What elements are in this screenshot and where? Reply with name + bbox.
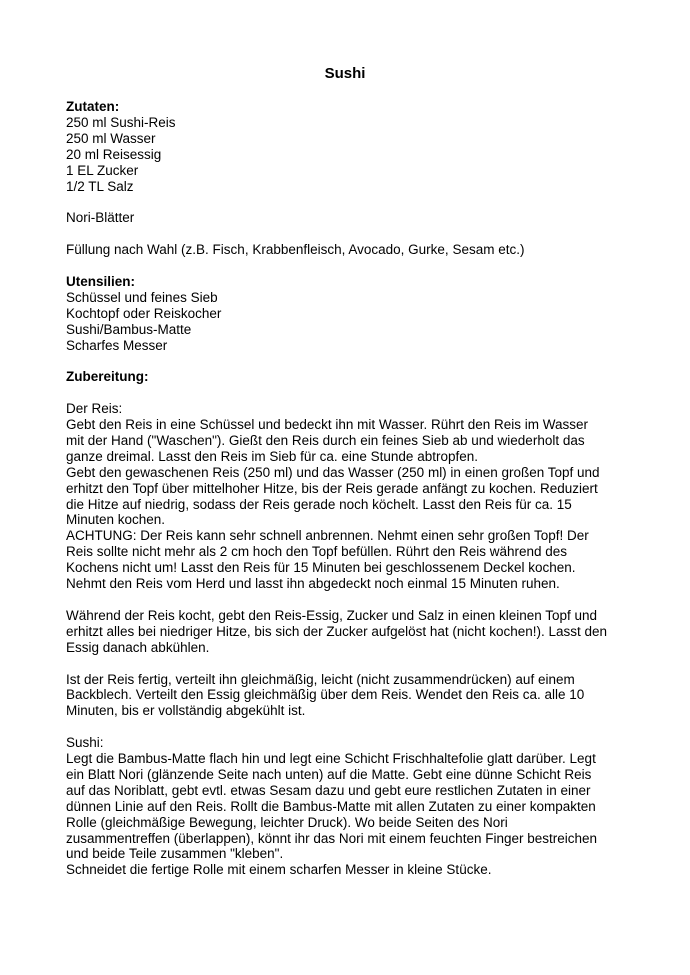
rice-heading: Der Reis:	[66, 401, 123, 417]
spacer	[66, 656, 636, 672]
paragraph-line: Minuten kochen.	[66, 512, 166, 528]
paragraph-line: Backblech. Verteilt den Essig gleichmäßig über dem Reis. Wendet den Reis ca. alle 10	[66, 687, 585, 703]
spacer	[66, 385, 636, 401]
paragraph-line: erhitzt alles bei niedriger Hitze, bis sich der Zucker aufgelöst hat (nicht kochen!). Lasst den	[66, 623, 608, 639]
paragraph-line: erhitzt den Topf über mittelhoher Hitze, bis der Reis gerade anfängt zu kochen. Reduziert	[66, 480, 598, 496]
utensil-item: Sushi/Bambus-Matte	[66, 321, 192, 337]
vinegar-paragraph	[66, 608, 636, 656]
nori-line: Nori-Blätter	[66, 210, 135, 226]
spacer	[66, 226, 636, 242]
sushi-heading: Sushi:	[66, 735, 104, 751]
ingredient-item: 1/2 TL Salz	[66, 178, 134, 194]
spacer	[66, 258, 636, 274]
paragraph-line: mit der Hand ("Waschen"). Gießt den Reis durch ein feines Sieb ab und wiederholt das	[66, 432, 585, 448]
rice-paragraph	[66, 417, 636, 592]
utensils-heading: Utensilien:	[66, 273, 136, 289]
ingredients-heading: Zutaten:	[66, 99, 120, 114]
paragraph-line: zusammentreffen (überlappen), könnt ihr das Nori mit einem feuchten Finger bestreichen	[66, 830, 598, 846]
paragraph-line: Kochens nicht um! Lasst den Reis für 15 Minuten bei geschlossenem Deckel kochen.	[66, 560, 576, 576]
paragraph-line: Nehmt den Reis vom Herd und lasst ihn abgedeckt noch einmal 15 Minuten ruhen.	[66, 576, 560, 592]
cooling-paragraph	[66, 672, 636, 720]
spacer	[66, 353, 636, 369]
ingredient-item: 250 ml Sushi-Reis	[66, 114, 176, 130]
ingredients-list	[66, 115, 636, 195]
recipe-content	[66, 99, 636, 878]
paragraph-line: Essig danach abkühlen.	[66, 639, 210, 655]
utensils-list	[66, 290, 636, 354]
page-title: Sushi	[324, 65, 366, 82]
paragraph-line: ein Blatt Nori (glänzende Seite nach unten) auf die Matte. Gebt eine dünne Schicht Reis	[66, 766, 592, 782]
spacer	[66, 592, 636, 608]
ingredient-item: 20 ml Reisessig	[66, 146, 162, 162]
preparation-heading: Zubereitung:	[66, 369, 149, 385]
paragraph-line: Während der Reis kocht, gebt den Reis-Essig, Zucker und Salz in einen kleinen Topf und	[66, 607, 598, 623]
spacer	[66, 719, 636, 735]
sushi-paragraph	[66, 751, 636, 878]
utensil-item: Kochtopf oder Reiskocher	[66, 305, 222, 321]
paragraph-line: Legt die Bambus-Matte flach hin und legt eine Schicht Frischhaltefolie glatt darüber. Legt	[66, 751, 596, 767]
paragraph-line: dünnen Linie auf den Reis. Rollt die Bambus-Matte mit allen Zutaten zu einer kompakten	[66, 798, 596, 814]
paragraph-line: Reis sollte nicht mehr als 2 cm hoch den Topf befüllen. Rührt den Reis während des	[66, 544, 568, 560]
spacer	[66, 194, 636, 210]
utensil-item: Schüssel und feines Sieb	[66, 289, 218, 305]
ingredient-item: 1 EL Zucker	[66, 162, 139, 178]
paragraph-line: ACHTUNG: Der Reis kann sehr schnell anbrennen. Nehmt einen sehr großen Topf! Der	[66, 528, 589, 544]
paragraph-line: Minuten, bis er vollständig abgekühlt ist.	[66, 703, 306, 719]
paragraph-line: die Hitze auf niedrig, sodass der Reis gerade noch köchelt. Lasst den Reis für ca. 15	[66, 496, 572, 512]
paragraph-line: und beide Teile zusammen "kleben".	[66, 846, 284, 862]
paragraph-line: ganze dreimal. Lasst den Reis im Sieb für ca. eine Stunde abtropfen.	[66, 448, 478, 464]
ingredient-item: 250 ml Wasser	[66, 130, 156, 146]
paragraph-line: Rolle (gleichmäßige Bewegung, leichter Druck). Wo beide Seiten des Nori	[66, 814, 508, 830]
paragraph-line: auf das Noriblatt, gebt evtl. etwas Sesam dazu und gebt eure restlichen Zutaten in einer	[66, 782, 591, 798]
paragraph-line: Schneidet die fertige Rolle mit einem scharfen Messer in kleine Stücke.	[66, 862, 492, 878]
filling-line: Füllung nach Wahl (z.B. Fisch, Krabbenfleisch, Avocado, Gurke, Sesam etc.)	[66, 242, 525, 258]
paragraph-line: Gebt den Reis in eine Schüssel und bedeckt ihn mit Wasser. Rührt den Reis im Wasser	[66, 417, 588, 433]
paragraph-line: Gebt den gewaschenen Reis (250 ml) und das Wasser (250 ml) in einen großen Topf und	[66, 464, 600, 480]
utensil-item: Scharfes Messer	[66, 337, 168, 353]
paragraph-line: Ist der Reis fertig, verteilt ihn gleichmäßig, leicht (nicht zusammendrücken) auf einem	[66, 671, 575, 687]
